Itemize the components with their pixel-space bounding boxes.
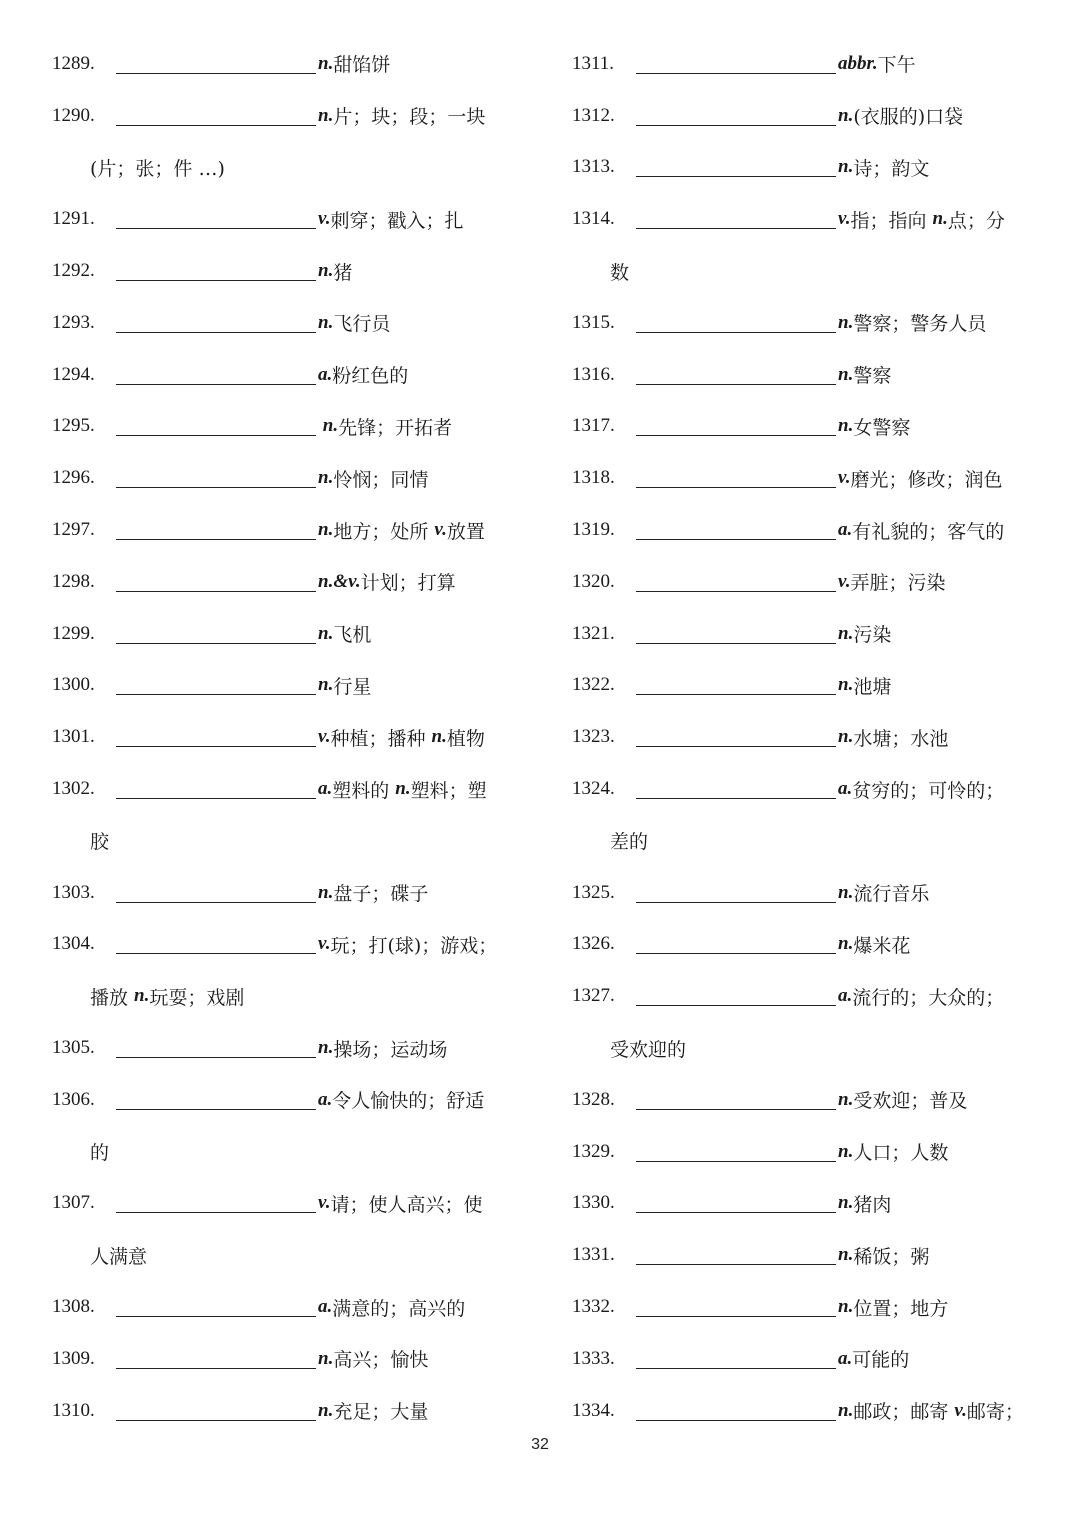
vocab-entry (572, 660, 1042, 712)
answer-blank[interactable] (116, 486, 316, 488)
definition-text: 有礼貌的；客气的 (852, 520, 1005, 543)
part-of-speech: n. (838, 881, 854, 903)
entry-number: 1297. (52, 519, 95, 541)
vocab-entry (572, 1333, 1042, 1385)
entry-number: 1310. (52, 1399, 95, 1421)
entry-continuation (52, 1229, 522, 1281)
part-of-speech: n. (838, 726, 854, 748)
answer-blank[interactable] (116, 1419, 316, 1421)
answer-blank[interactable] (116, 797, 316, 799)
definition-text: 诗；韵文 (853, 157, 930, 180)
vocab-entry (572, 452, 1042, 504)
entry-number: 1316. (572, 363, 615, 385)
entry-number: 1294. (52, 363, 95, 385)
answer-blank[interactable] (116, 952, 316, 954)
entry-number: 1306. (52, 1088, 95, 1110)
vocab-entry (572, 142, 1042, 194)
answer-blank[interactable] (116, 383, 316, 385)
part-of-speech: n. (838, 1296, 854, 1318)
entry-number: 1296. (52, 467, 95, 489)
vocab-entry (572, 401, 1042, 453)
answer-blank[interactable] (116, 72, 316, 74)
definition-text: 刺穿；戳入；扎 (330, 209, 464, 232)
definition-text: 位置；地方 (853, 1297, 949, 1320)
answer-blank[interactable] (636, 901, 836, 903)
answer-blank[interactable] (636, 227, 836, 229)
answer-blank[interactable] (636, 72, 836, 74)
answer-blank[interactable] (116, 745, 316, 747)
answer-blank[interactable] (636, 331, 836, 333)
vocab-entry (52, 660, 522, 712)
answer-blank[interactable] (116, 538, 316, 540)
vocab-entry (572, 90, 1042, 142)
answer-blank[interactable] (636, 124, 836, 126)
part-of-speech: v. (318, 726, 331, 748)
entry-number: 1291. (52, 208, 95, 230)
answer-blank[interactable] (636, 797, 836, 799)
part-of-speech: v. (318, 208, 331, 230)
answer-blank[interactable] (116, 642, 316, 644)
entry-number: 1300. (52, 674, 95, 696)
part-of-speech: a. (318, 1296, 333, 1318)
part-of-speech: n. (838, 1399, 854, 1421)
definition-text: 弄脏；污染 (850, 572, 946, 595)
vocab-entry (572, 1074, 1042, 1126)
definition-text: 差的 (610, 831, 649, 854)
part-of-speech: n. (318, 519, 334, 541)
definition-text: 点；分 (947, 209, 1005, 232)
definition-text: 放置 (446, 520, 485, 543)
entry-number: 1293. (52, 311, 95, 333)
vocab-entry (572, 556, 1042, 608)
definition-text: 警察 (853, 365, 892, 388)
entry-number: 1332. (572, 1296, 615, 1318)
answer-blank[interactable] (636, 1004, 836, 1006)
entry-number: 1320. (572, 570, 615, 592)
entry-continuation (52, 970, 522, 1022)
definition-text: 稀饭；粥 (853, 1245, 930, 1268)
answer-blank[interactable] (636, 745, 836, 747)
entry-number: 1301. (52, 726, 95, 748)
entry-number: 1308. (52, 1296, 95, 1318)
part-of-speech: n. (134, 985, 150, 1007)
part-of-speech: n. (318, 674, 334, 696)
answer-blank[interactable] (116, 1367, 316, 1369)
part-of-speech: a. (838, 1347, 853, 1369)
vocab-entry (572, 970, 1042, 1022)
definition-text: 猪 (333, 261, 353, 284)
entry-continuation (52, 815, 522, 867)
vocab-entry (52, 556, 522, 608)
vocab-entry (52, 1022, 522, 1074)
vocab-entry (572, 297, 1042, 349)
definition-text: 高兴；愉快 (333, 1349, 429, 1372)
definition-text: 粉红色的 (332, 365, 409, 388)
part-of-speech: a. (838, 985, 853, 1007)
entry-number: 1330. (572, 1192, 615, 1214)
definition-text: 充足；大量 (333, 1401, 429, 1424)
entry-number: 1333. (572, 1347, 615, 1369)
vocab-entry (52, 867, 522, 919)
answer-blank[interactable] (636, 538, 836, 540)
vocab-entry (572, 711, 1042, 763)
definition-text: 飞行员 (333, 313, 391, 336)
part-of-speech: n. (318, 104, 334, 126)
vocab-entry (572, 193, 1042, 245)
entry-continuation (52, 1126, 522, 1178)
entry-number: 1298. (52, 570, 95, 592)
part-of-speech: n. (838, 933, 854, 955)
vocab-entry (572, 38, 1042, 90)
part-of-speech: a. (838, 519, 853, 541)
definition-text: 地方；处所 (333, 520, 435, 543)
part-of-speech: n. (318, 260, 334, 282)
vocab-entry (52, 245, 522, 297)
entry-number: 1331. (572, 1244, 615, 1266)
part-of-speech: n. (838, 1140, 854, 1162)
entry-number: 1302. (52, 778, 95, 800)
vocab-entry (52, 297, 522, 349)
vocab-entry (52, 1281, 522, 1333)
part-of-speech: n. (838, 1244, 854, 1266)
part-of-speech: n. (838, 311, 854, 333)
entry-number: 1323. (572, 726, 615, 748)
vocab-entry (52, 193, 522, 245)
part-of-speech: n. (318, 415, 339, 437)
definition-text: 植物 (446, 727, 485, 750)
definition-text: 玩耍；戏剧 (149, 986, 245, 1009)
entry-number: 1303. (52, 881, 95, 903)
definition-text: (片；张；件 …) (90, 157, 225, 180)
vocab-entry (572, 608, 1042, 660)
definition-text: 池塘 (853, 675, 892, 698)
entry-number: 1313. (572, 156, 615, 178)
vocab-entry (572, 1229, 1042, 1281)
answer-blank[interactable] (636, 1263, 836, 1265)
definition-text: 飞机 (333, 624, 372, 647)
entry-number: 1321. (572, 622, 615, 644)
vocab-entry (52, 38, 522, 90)
definition-text: 贫穷的；可怜的； (852, 779, 1005, 802)
page-number: 32 (531, 1436, 549, 1453)
definition-text: 塑料；塑 (410, 779, 487, 802)
entry-number: 1299. (52, 622, 95, 644)
vocab-entry (572, 867, 1042, 919)
vocab-entry (52, 1074, 522, 1126)
vocab-entry (52, 1385, 522, 1437)
answer-blank[interactable] (636, 590, 836, 592)
vocab-entry (52, 608, 522, 660)
definition-text: 怜悯；同情 (333, 468, 429, 491)
entry-number: 1295. (52, 415, 95, 437)
answer-blank[interactable] (116, 1211, 316, 1213)
definition-text: 猪肉 (853, 1193, 892, 1216)
definition-text: 先锋；开拓者 (338, 416, 453, 439)
answer-blank[interactable] (116, 693, 316, 695)
vocab-entry (572, 1126, 1042, 1178)
vocab-entry (52, 1178, 522, 1230)
answer-blank[interactable] (116, 1056, 316, 1058)
definition-text: 人满意 (90, 1245, 148, 1268)
answer-blank[interactable] (636, 1108, 836, 1110)
definition-text: 爆米花 (853, 934, 911, 957)
entry-number: 1304. (52, 933, 95, 955)
part-of-speech: v. (838, 208, 851, 230)
entry-number: 1312. (572, 104, 615, 126)
part-of-speech: v. (954, 1399, 967, 1421)
part-of-speech: n. (838, 104, 854, 126)
answer-blank[interactable] (636, 1315, 836, 1317)
entry-number: 1319. (572, 519, 615, 541)
part-of-speech: n. (431, 726, 447, 748)
part-of-speech: n. (838, 363, 854, 385)
entry-number: 1317. (572, 415, 615, 437)
vocab-entry (52, 763, 522, 815)
definition-text: 邮政；邮寄 (853, 1401, 955, 1424)
answer-blank[interactable] (636, 486, 836, 488)
definition-text: 数 (610, 261, 630, 284)
right-column (572, 38, 1042, 1437)
vocab-entry (52, 401, 522, 453)
entry-number: 1326. (572, 933, 615, 955)
answer-blank[interactable] (636, 383, 836, 385)
part-of-speech: n. (318, 52, 334, 74)
part-of-speech: n. (318, 1347, 334, 1369)
definition-text: 行星 (333, 675, 372, 698)
part-of-speech: v. (838, 570, 851, 592)
definition-text: 受欢迎的 (610, 1038, 687, 1061)
answer-blank[interactable] (116, 124, 316, 126)
vocab-entry (52, 504, 522, 556)
answer-blank[interactable] (636, 434, 836, 436)
entry-number: 1329. (572, 1140, 615, 1162)
definition-text: 满意的；高兴的 (332, 1297, 466, 1320)
part-of-speech: n. (838, 622, 854, 644)
part-of-speech: n. (932, 208, 948, 230)
entry-number: 1325. (572, 881, 615, 903)
entry-continuation (52, 142, 522, 194)
definition-text: 指；指向 (850, 209, 933, 232)
entry-number: 1324. (572, 778, 615, 800)
answer-blank[interactable] (636, 952, 836, 954)
entry-number: 1315. (572, 311, 615, 333)
definition-text: 可能的 (852, 1349, 910, 1372)
vocab-entry (572, 763, 1042, 815)
part-of-speech: v. (318, 933, 331, 955)
definition-text: 片；块；段；一块 (333, 106, 486, 129)
entry-number: 1322. (572, 674, 615, 696)
definition-text: 令人愉快的；舒适 (332, 1090, 485, 1113)
part-of-speech: n. (318, 1399, 334, 1421)
part-of-speech: n. (318, 881, 334, 903)
part-of-speech: v. (434, 519, 447, 541)
part-of-speech: a. (838, 778, 853, 800)
answer-blank[interactable] (116, 434, 316, 436)
answer-blank[interactable] (116, 1315, 316, 1317)
entry-number: 1290. (52, 104, 95, 126)
vocab-entry (52, 919, 522, 971)
definition-text: 人口；人数 (853, 1142, 949, 1165)
entry-number: 1327. (572, 985, 615, 1007)
answer-blank[interactable] (636, 1160, 836, 1162)
definition-text: 塑料的 (332, 779, 396, 802)
definition-text: 盘子；碟子 (333, 883, 429, 906)
entry-number: 1305. (52, 1037, 95, 1059)
vocab-entry (572, 1385, 1042, 1437)
definition-text: 的 (90, 1142, 110, 1165)
answer-blank[interactable] (636, 1367, 836, 1369)
vocab-entry (52, 1333, 522, 1385)
definition-text: 磨光；修改；润色 (850, 468, 1003, 491)
vocab-entry (52, 349, 522, 401)
part-of-speech: a. (318, 778, 333, 800)
answer-blank[interactable] (116, 1108, 316, 1110)
answer-blank[interactable] (636, 642, 836, 644)
definition-text: 流行音乐 (853, 883, 930, 906)
definition-text: 请；使人高兴；使 (330, 1193, 483, 1216)
part-of-speech: abbr. (838, 52, 878, 74)
part-of-speech: a. (318, 363, 333, 385)
definition-text: 下午 (877, 54, 916, 77)
vocab-entry (572, 1178, 1042, 1230)
definition-text: 计划；打算 (360, 572, 456, 595)
definition-text: 胶 (90, 831, 110, 854)
entry-number: 1328. (572, 1088, 615, 1110)
definition-text: 流行的；大众的； (852, 986, 1005, 1009)
entry-number: 1292. (52, 260, 95, 282)
entry-number: 1289. (52, 52, 95, 74)
answer-blank[interactable] (116, 901, 316, 903)
answer-blank[interactable] (636, 1419, 836, 1421)
part-of-speech: n. (318, 311, 334, 333)
part-of-speech: n.&v. (318, 570, 361, 592)
entry-continuation (572, 1022, 1042, 1074)
definition-text: 受欢迎；普及 (853, 1090, 968, 1113)
entry-continuation (572, 815, 1042, 867)
definition-text: (衣服的)口袋 (853, 106, 964, 129)
part-of-speech: n. (838, 674, 854, 696)
vocab-entry (572, 919, 1042, 971)
answer-blank[interactable] (636, 175, 836, 177)
part-of-speech: a. (318, 1088, 333, 1110)
part-of-speech: v. (318, 1192, 331, 1214)
definition-text: 播放 (90, 986, 135, 1009)
part-of-speech: n. (395, 778, 411, 800)
definition-text: 玩；打(球)；游戏； (330, 934, 498, 957)
left-column (52, 38, 522, 1437)
part-of-speech: n. (838, 1192, 854, 1214)
entry-number: 1334. (572, 1399, 615, 1421)
answer-blank[interactable] (636, 693, 836, 695)
part-of-speech: n. (838, 1088, 854, 1110)
part-of-speech: n. (318, 467, 334, 489)
entry-number: 1309. (52, 1347, 95, 1369)
answer-blank[interactable] (116, 331, 316, 333)
definition-text: 种植；播种 (330, 727, 432, 750)
definition-text: 水塘；水池 (853, 727, 949, 750)
answer-blank[interactable] (116, 279, 316, 281)
answer-blank[interactable] (636, 1211, 836, 1213)
definition-text: 邮寄； (966, 1401, 1024, 1424)
definition-text: 甜馅饼 (333, 54, 391, 77)
part-of-speech: n. (838, 156, 854, 178)
answer-blank[interactable] (116, 590, 316, 592)
vocab-entry (572, 349, 1042, 401)
definition-text: 污染 (853, 624, 892, 647)
part-of-speech: v. (838, 467, 851, 489)
entry-number: 1318. (572, 467, 615, 489)
entry-number: 1314. (572, 208, 615, 230)
vocab-entry (52, 452, 522, 504)
definition-text: 操场；运动场 (333, 1038, 448, 1061)
entry-continuation (572, 245, 1042, 297)
entry-number: 1311. (572, 52, 615, 74)
entry-number: 1307. (52, 1192, 95, 1214)
vocab-entry (52, 711, 522, 763)
definition-text: 女警察 (853, 416, 911, 439)
part-of-speech: n. (318, 1037, 334, 1059)
part-of-speech: n. (838, 415, 854, 437)
definition-text: 警察；警务人员 (853, 313, 987, 336)
vocab-entry (572, 504, 1042, 556)
vocab-entry (52, 90, 522, 142)
part-of-speech: n. (318, 622, 334, 644)
vocab-entry (572, 1281, 1042, 1333)
answer-blank[interactable] (116, 227, 316, 229)
